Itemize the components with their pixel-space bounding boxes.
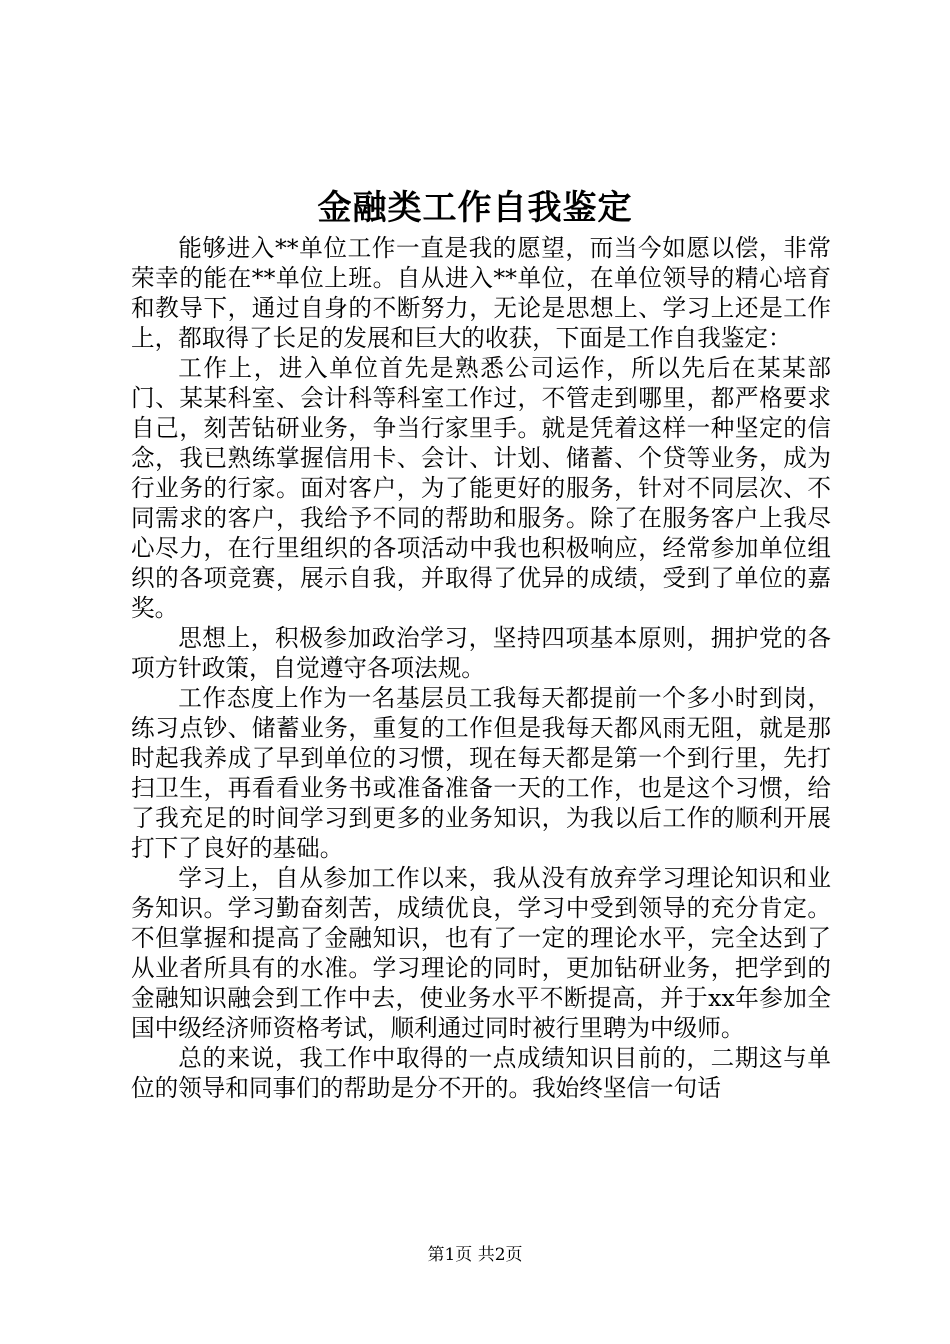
paragraph-thought: 思想上，积极参加政治学习，坚持四项基本原则，拥护党的各项方针政策，自觉遵守各项法规。	[131, 624, 831, 682]
paragraph-summary: 总的来说，我工作中取得的一点成绩知识目前的，二期这与单位的领导和同事们的帮助是分不开的。我始终坚信一句话	[131, 1044, 831, 1102]
paragraph-intro: 能够进入**单位工作一直是我的愿望，而当今如愿以偿，非常荣幸的能在**单位上班。自从进入**单位，在单位领导的精心培育和教导下，通过自身的不断努力，无论是思想上、学习上还是工作上，都取得了长足的发展和巨大的收获，下面是工作自我鉴定：	[131, 234, 831, 352]
paragraph-attitude: 工作态度上作为一名基层员工我每天都提前一个多小时到岗，练习点钞、储蓄业务，重复的工作但是我每天都风雨无阻，就是那时起我养成了早到单位的习惯，现在每天都是第一个到行里，先打扫卫生，再看看业务书或准备准备一天的工作，也是这个习惯，给了我充足的时间学习到更多的业务知识，为我以后工作的顺利开展打下了良好的基础。	[131, 684, 831, 862]
page-footer: 第1页 共2页	[427, 1245, 523, 1265]
document-body	[131, 233, 831, 1103]
document-title: 金融类工作自我鉴定	[317, 188, 633, 228]
paragraph-study: 学习上，自从参加工作以来，我从没有放弃学习理论知识和业务知识。学习勤奋刻苦，成绩优良，学习中受到领导的充分肯定。不但掌握和提高了金融知识，也有了一定的理论水平，完全达到了从业者所具有的水准。学习理论的同时，更加钻研业务，把学到的金融知识融会到工作中去，使业务水平不断提高，并于xx年参加全国中级经济师资格考试，顺利通过同时被行里聘为中级师。	[131, 864, 831, 1042]
paragraph-work: 工作上，进入单位首先是熟悉公司运作，所以先后在某某部门、某某科室、会计科等科室工作过，不管走到哪里，都严格要求自己，刻苦钻研业务，争当行家里手。就是凭着这样一种坚定的信念，我已熟练掌握信用卡、会计、计划、储蓄、个贷等业务，成为行业务的行家。面对客户，为了能更好的服务，针对不同层次、不同需求的客户，我给予不同的帮助和服务。除了在服务客户上我尽心尽力，在行里组织的各项活动中我也积极响应，经常参加单位组织的各项竞赛，展示自我，并取得了优异的成绩，受到了单位的嘉奖。	[131, 354, 831, 622]
